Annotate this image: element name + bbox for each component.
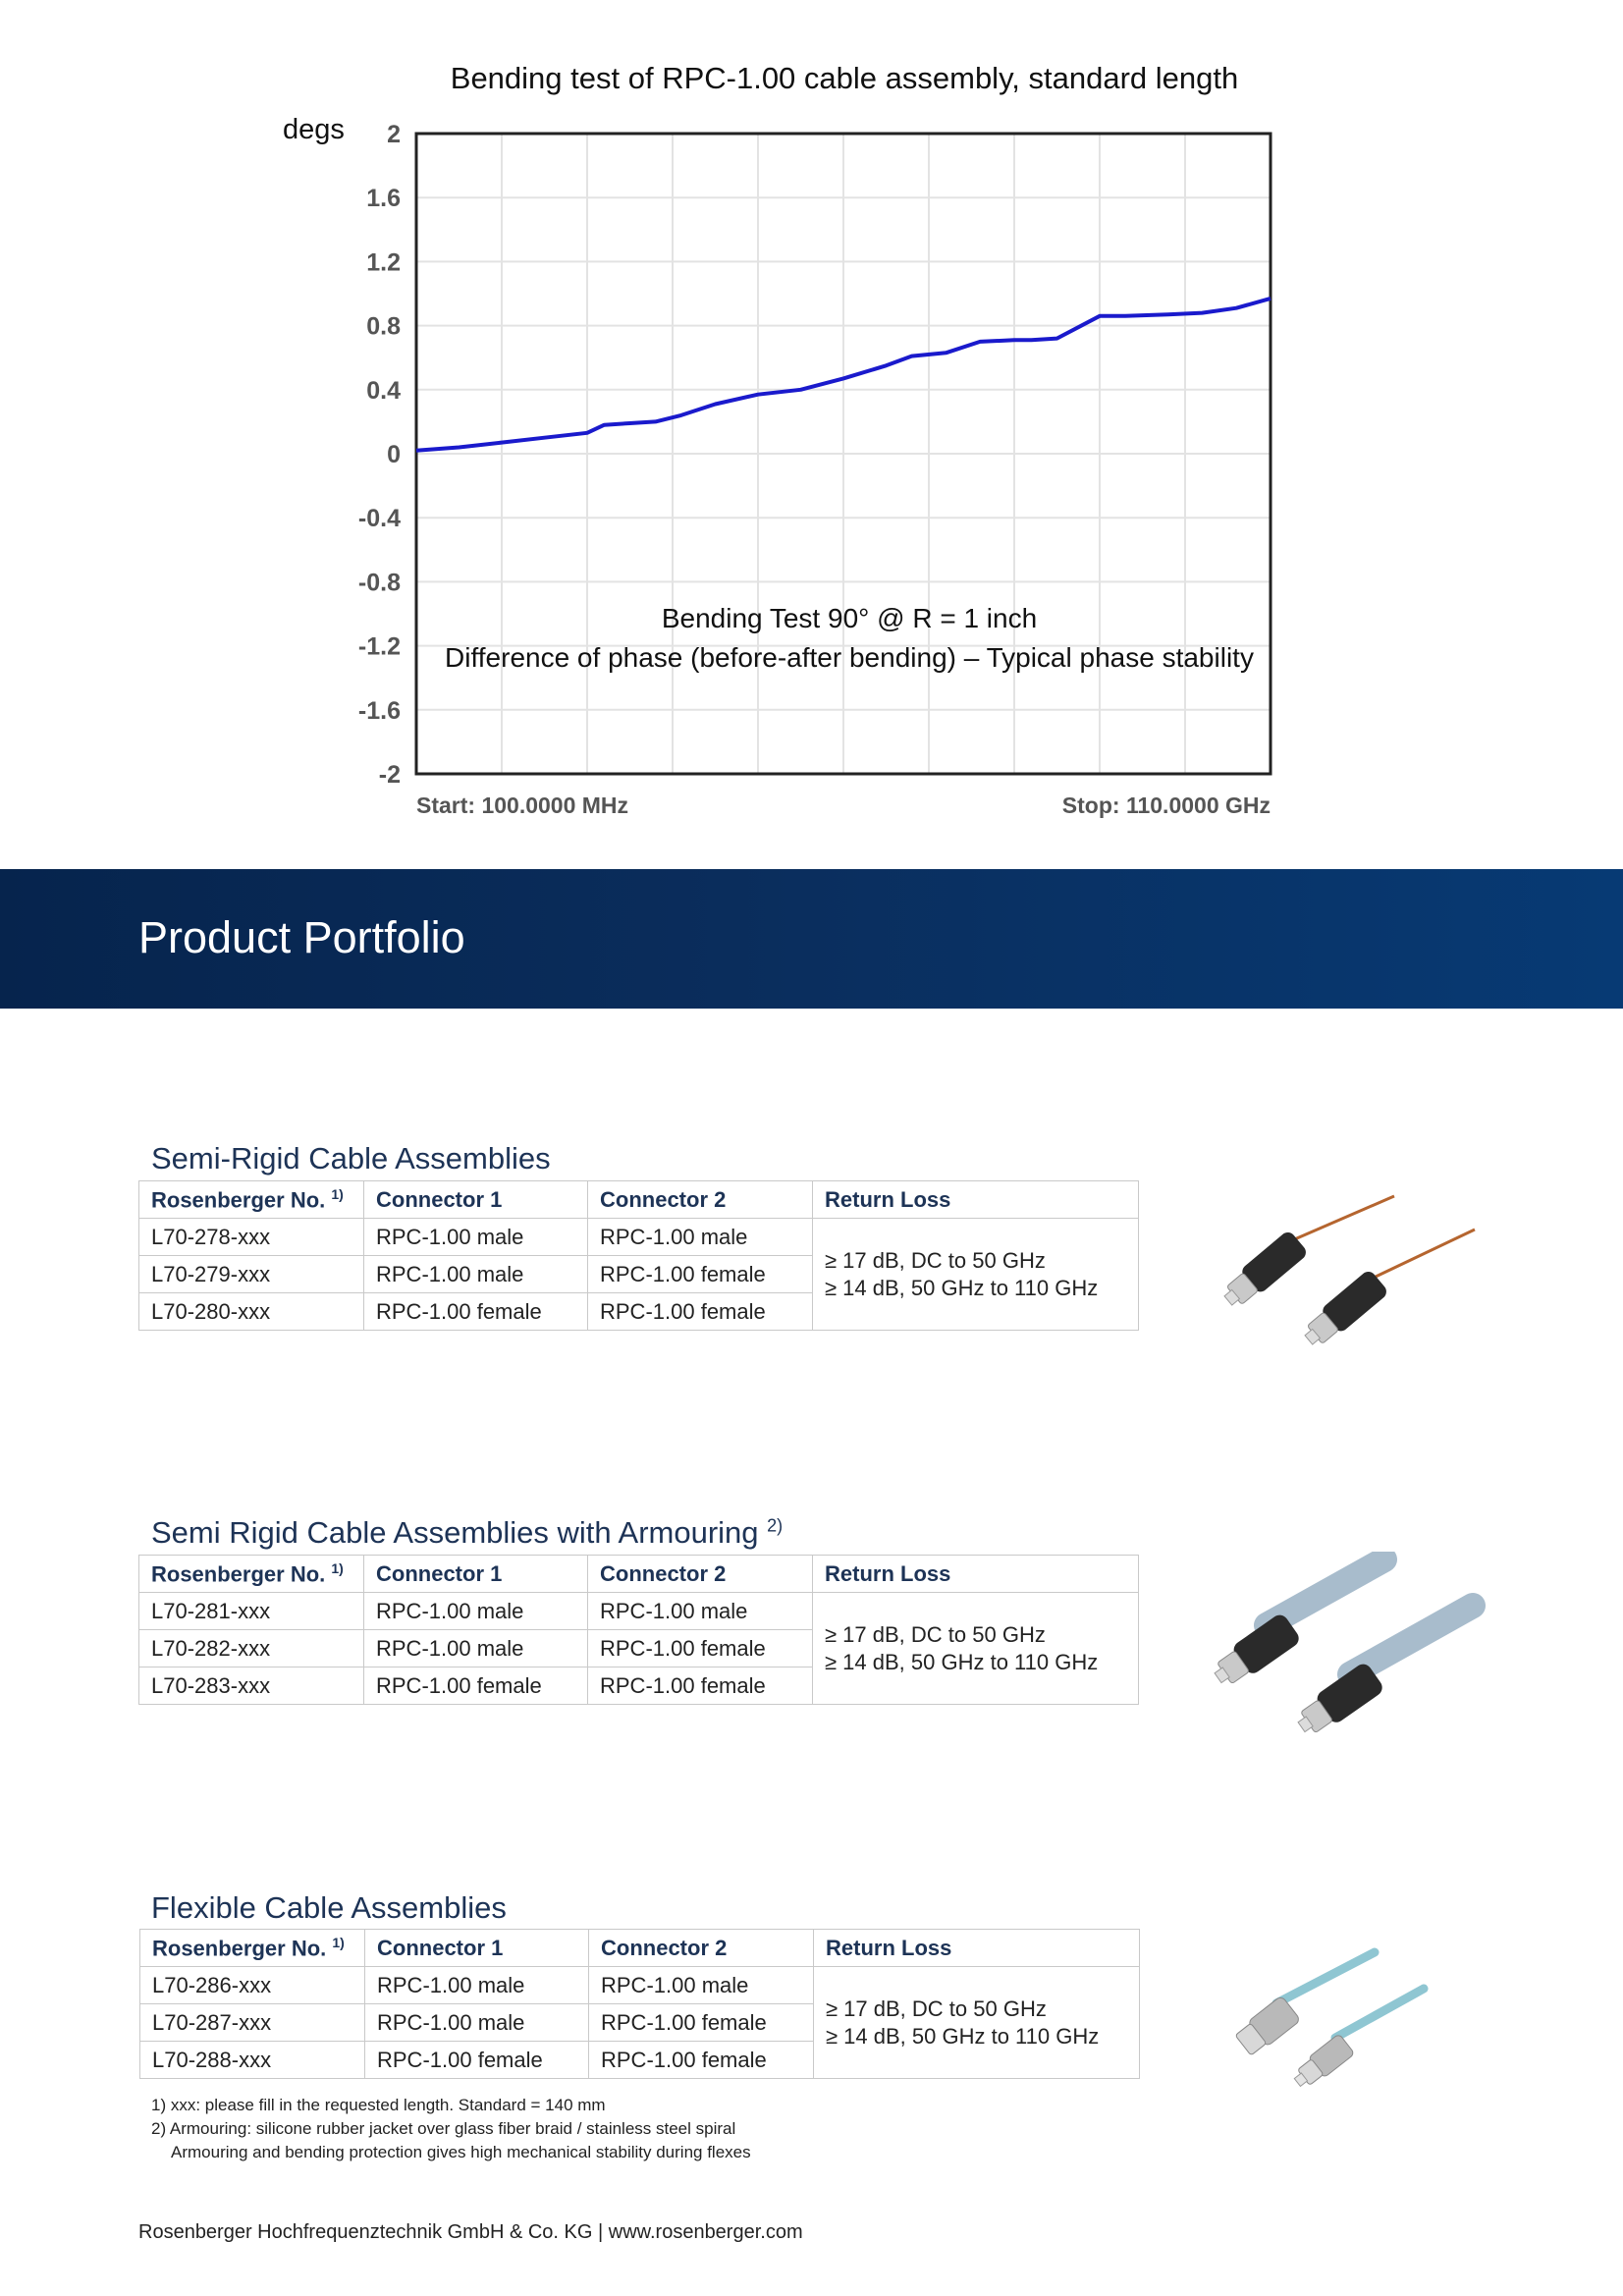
return-loss-line-1: ≥ 17 dB, DC to 50 GHz: [825, 1247, 1046, 1273]
return-loss-line-2: ≥ 14 dB, 50 GHz to 110 GHz: [825, 1275, 1099, 1300]
y-tick-label: -2: [378, 761, 401, 789]
cell-part-no: L70-283-xxx: [139, 1667, 364, 1705]
y-tick-label: 0: [387, 441, 401, 468]
cable-photo-flexible: [1227, 1944, 1443, 2102]
spec-table-flexible: [139, 1929, 1140, 2079]
phase-chart: [334, 116, 1276, 833]
cell-connector-2: RPC-1.00 female: [588, 1630, 813, 1667]
cell-return-loss: [814, 1967, 1140, 2079]
header-rosenberger-no: Rosenberger No. $^{1)}$: [139, 1181, 364, 1219]
table-header-row: [139, 1181, 1139, 1219]
y-tick-label: -1.2: [357, 632, 401, 661]
table-row: [140, 1967, 1140, 2004]
cell-connector-1: RPC-1.00 male: [364, 1593, 588, 1630]
cell-connector-1: RPC-1.00 male: [364, 1256, 588, 1293]
cell-part-no: L70-282-xxx: [139, 1630, 364, 1667]
x-stop-label: Stop: 110.0000 GHz: [1061, 793, 1271, 818]
cable: [1350, 1606, 1473, 1674]
section-title-flexible: [151, 1890, 507, 1926]
x-start-label: Start: 100.0000 MHz: [416, 793, 629, 818]
y-tick-label: -0.8: [357, 569, 401, 597]
spec-table-armouring: [138, 1555, 1139, 1705]
cable-photo-semi-rigid: [1217, 1178, 1492, 1375]
cell-part-no: L70-286-xxx: [140, 1967, 365, 2004]
chart-annotation-test: Bending Test 90° @ R = 1 inch: [661, 603, 1038, 633]
y-tick-label: -1.6: [357, 696, 401, 725]
y-tick-label: 2: [387, 121, 401, 148]
header-connector-1: Connector 1: [365, 1930, 589, 1967]
section-title-armouring: [151, 1515, 783, 1551]
cell-connector-1: RPC-1.00 female: [364, 1293, 588, 1331]
table-row: [139, 1593, 1139, 1630]
header-connector-2: Connector 2: [588, 1556, 813, 1593]
footnote-2-continued: Armouring and bending protection gives high mechanical stability during flexes: [171, 2143, 751, 2161]
header-rosenberger-no: Rosenberger No. $^{1)}$: [140, 1930, 365, 1967]
header-rosenberger-no: Rosenberger No. $^{1)}$: [139, 1556, 364, 1593]
cable: [1335, 1989, 1424, 2038]
header-return-loss: Return Loss: [813, 1181, 1139, 1219]
cell-connector-2: RPC-1.00 male: [588, 1219, 813, 1256]
header-connector-1: Connector 1: [364, 1181, 588, 1219]
connector-2: [1299, 1269, 1390, 1352]
header-connector-1: Connector 1: [364, 1556, 588, 1593]
cable-photo-armouring: [1208, 1552, 1502, 1748]
cable: [1276, 1952, 1375, 2003]
footnote-ref: 2): [767, 1515, 784, 1536]
footnote-ref: 1): [331, 1185, 344, 1202]
chart-y-unit: degs: [283, 114, 345, 145]
spec-table-semi-rigid: [138, 1180, 1139, 1331]
cell-connector-2: RPC-1.00 female: [588, 1667, 813, 1705]
cell-part-no: L70-278-xxx: [139, 1219, 364, 1256]
connector-2: [1289, 2034, 1354, 2093]
section-title-text: Semi-Rigid Cable Assemblies: [151, 1141, 551, 1175]
section-banner: [0, 869, 1623, 1009]
cell-return-loss: [813, 1593, 1139, 1705]
cell-return-loss: [813, 1219, 1139, 1331]
connector-1: [1233, 1995, 1301, 2057]
cell-part-no: L70-287-xxx: [140, 2004, 365, 2042]
cell-connector-2: RPC-1.00 male: [588, 1593, 813, 1630]
cell-connector-1: RPC-1.00 male: [365, 2004, 589, 2042]
header-return-loss: Return Loss: [814, 1930, 1140, 1967]
cell-connector-1: RPC-1.00 male: [364, 1630, 588, 1667]
section-title-text: Semi Rigid Cable Assemblies with Armouring: [151, 1515, 759, 1550]
return-loss-line-2: ≥ 14 dB, 50 GHz to 110 GHz: [826, 2023, 1100, 2049]
cell-connector-1: RPC-1.00 male: [364, 1219, 588, 1256]
table-row: [139, 1219, 1139, 1256]
return-loss-line-2: ≥ 14 dB, 50 GHz to 110 GHz: [825, 1649, 1099, 1674]
y-tick-label: 1.2: [366, 248, 401, 277]
footnote-1: 1) xxx: please fill in the requested length. Standard = 140 mm: [151, 2096, 606, 2114]
cell-part-no: L70-281-xxx: [139, 1593, 364, 1630]
y-tick-label: 1.6: [366, 185, 401, 213]
cable: [1267, 1559, 1384, 1625]
footnote-ref: 1): [332, 1934, 345, 1950]
header-connector-2: Connector 2: [589, 1930, 814, 1967]
cell-part-no: L70-288-xxx: [140, 2042, 365, 2079]
y-tick-label: 0.8: [366, 312, 401, 341]
cell-part-no: L70-279-xxx: [139, 1256, 364, 1293]
footnotes: [151, 2094, 751, 2164]
cell-part-no: L70-280-xxx: [139, 1293, 364, 1331]
chart-y-ticks: [358, 121, 401, 789]
footnote-ref: 1): [331, 1559, 344, 1576]
cell-connector-2: RPC-1.00 female: [589, 2042, 814, 2079]
y-tick-label: -0.4: [357, 505, 401, 533]
connector-1: [1218, 1230, 1310, 1313]
banner-title: Product Portfolio: [138, 912, 465, 962]
cell-connector-2: RPC-1.00 female: [588, 1293, 813, 1331]
return-loss-line-1: ≥ 17 dB, DC to 50 GHz: [826, 1995, 1047, 2021]
page-footer: Rosenberger Hochfrequenztechnik GmbH & Co. KG | www.rosenberger.com: [138, 2221, 803, 2243]
chart-grid: [416, 134, 1271, 774]
section-title-semi-rigid: [151, 1141, 551, 1176]
cell-connector-1: RPC-1.00 male: [365, 1967, 589, 2004]
table-header-row: [139, 1556, 1139, 1593]
cell-connector-1: RPC-1.00 female: [365, 2042, 589, 2079]
cell-connector-2: RPC-1.00 female: [589, 2004, 814, 2042]
header-return-loss: Return Loss: [813, 1556, 1139, 1593]
return-loss-line-1: ≥ 17 dB, DC to 50 GHz: [825, 1621, 1046, 1647]
chart-annotation-description: Difference of phase (before-after bending) – Typical phase stability: [445, 642, 1254, 673]
footnote-2: 2) Armouring: silicone rubber jacket over glass fiber braid / stainless steel spiral: [151, 2119, 736, 2138]
table-header-row: [140, 1930, 1140, 1967]
cell-connector-1: RPC-1.00 female: [364, 1667, 588, 1705]
cell-connector-2: RPC-1.00 female: [588, 1256, 813, 1293]
y-tick-label: 0.4: [366, 376, 401, 405]
section-title-text: Flexible Cable Assemblies: [151, 1890, 507, 1925]
header-connector-2: Connector 2: [588, 1181, 813, 1219]
chart-title: Bending test of RPC-1.00 cable assembly, standard length: [450, 61, 1239, 95]
cell-connector-2: RPC-1.00 male: [589, 1967, 814, 2004]
